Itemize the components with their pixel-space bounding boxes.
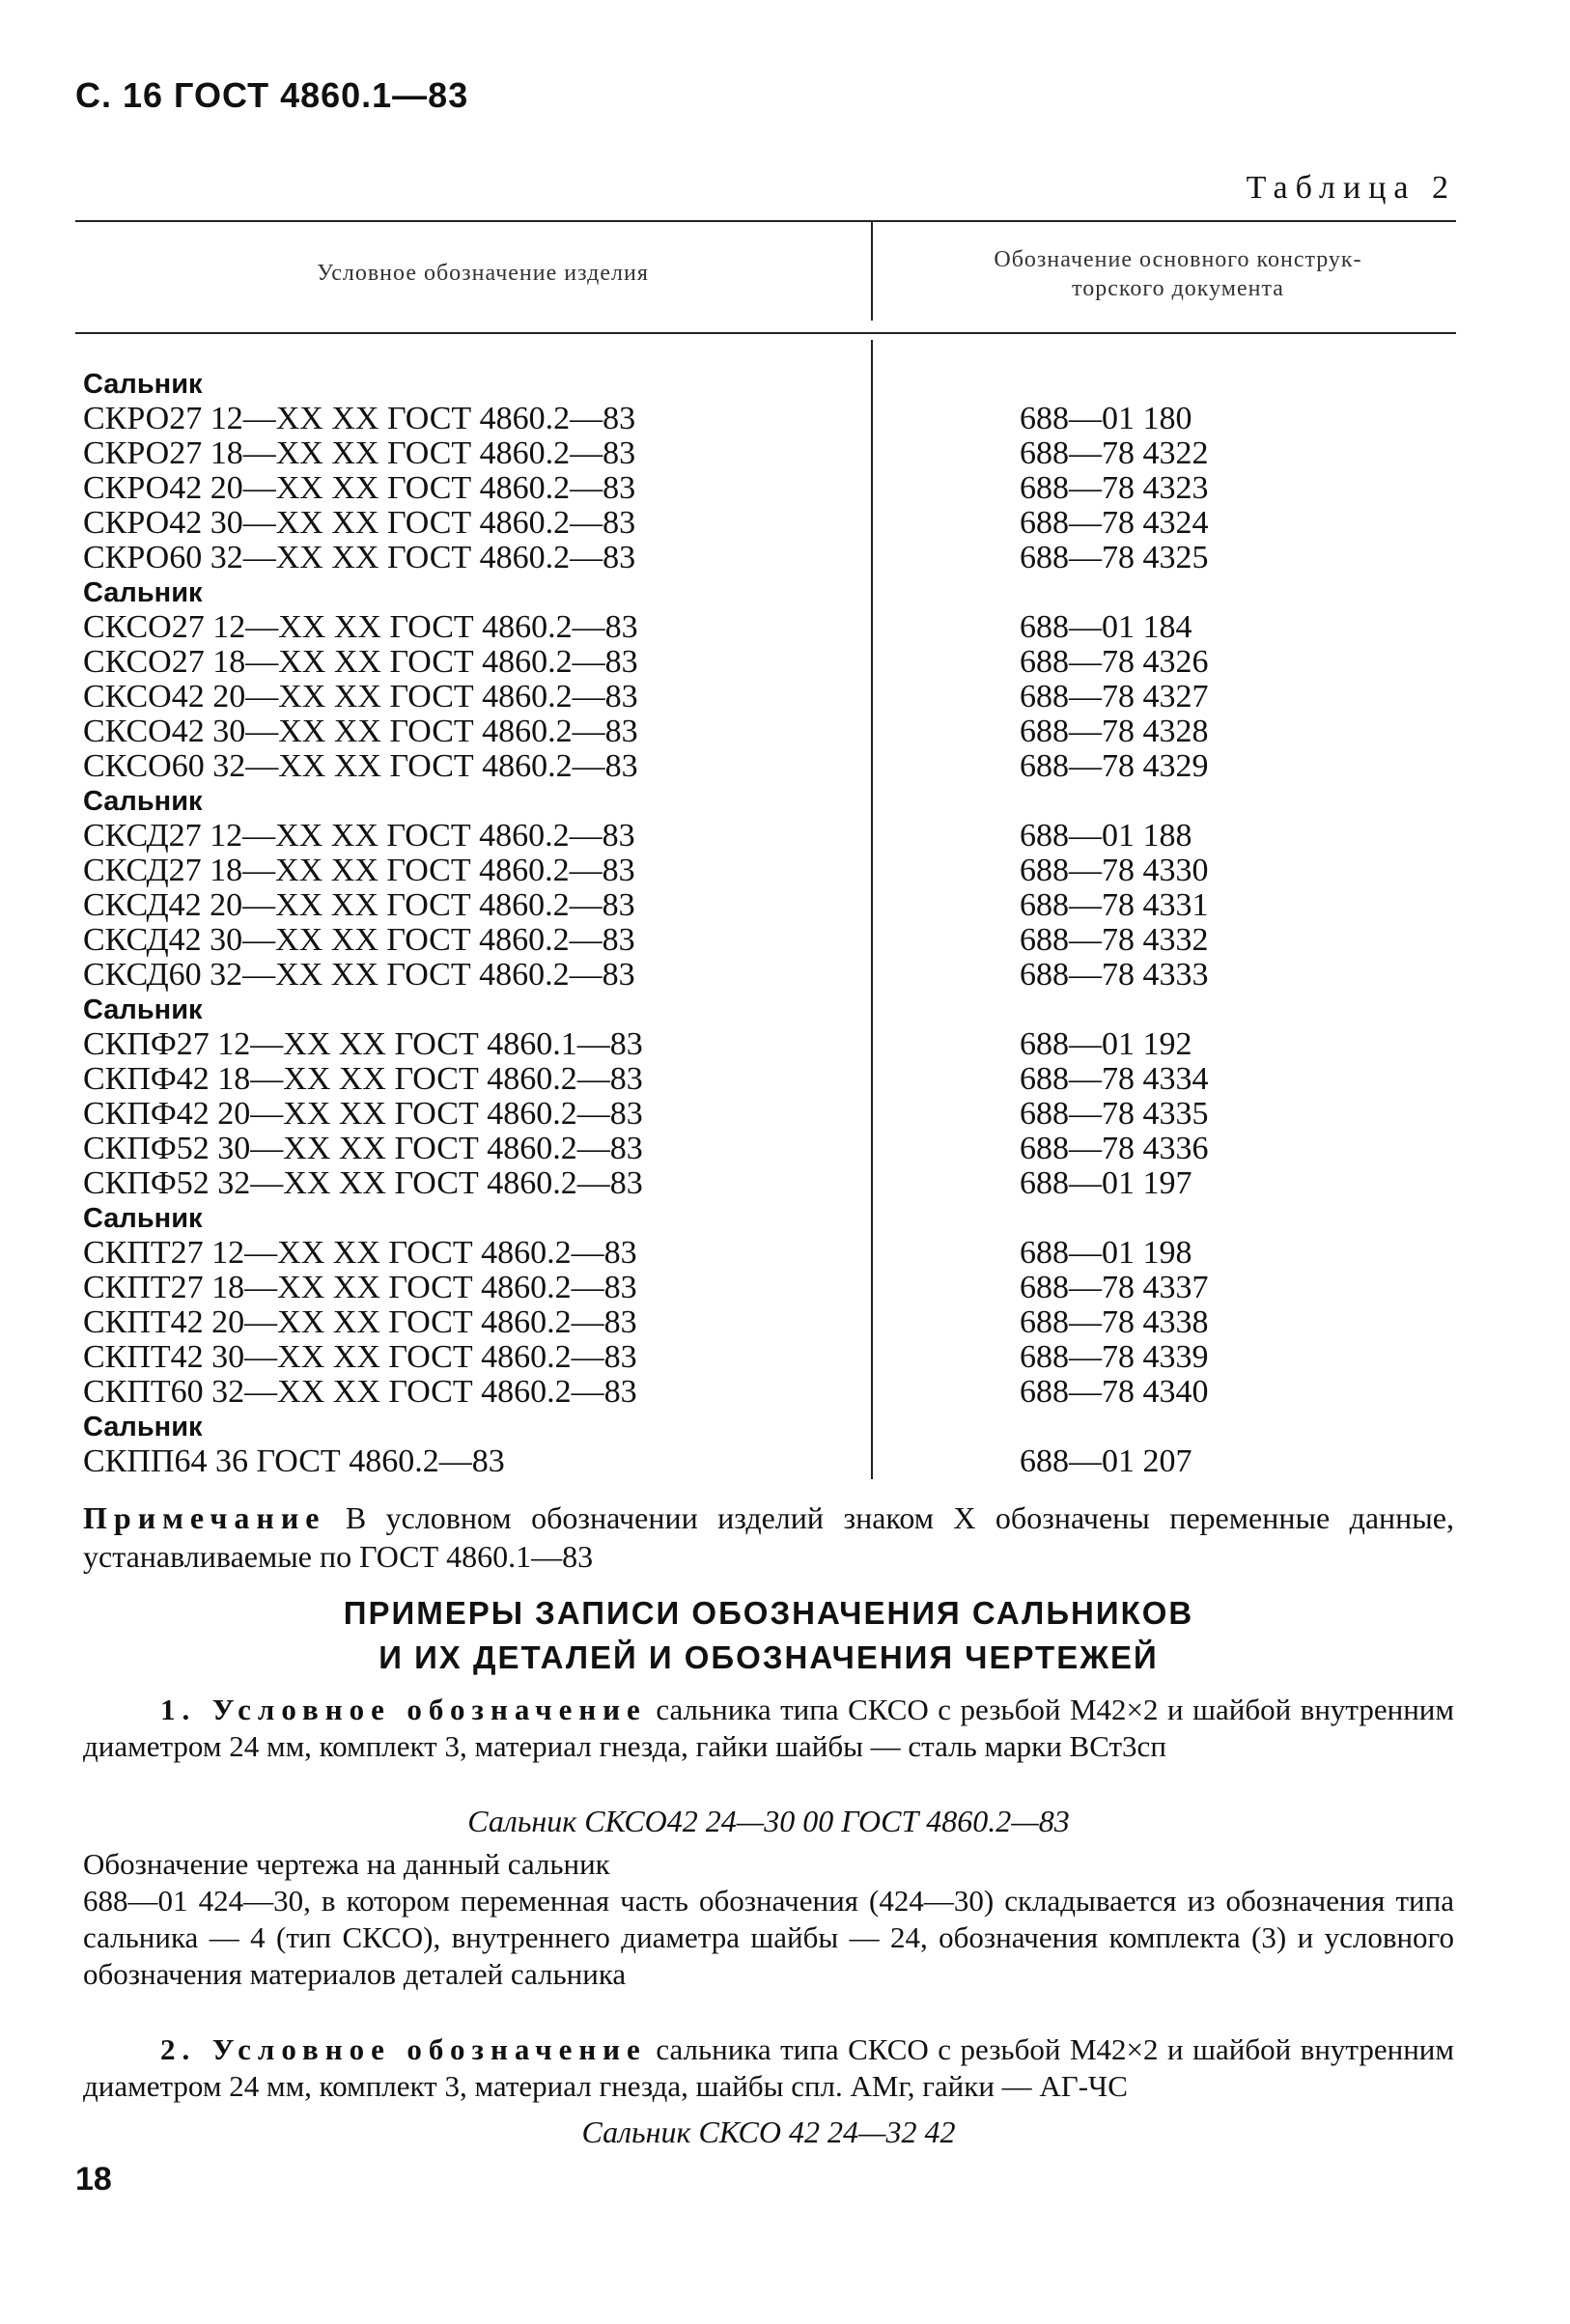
table-row bbox=[83, 1305, 1454, 1340]
product-designation: СКСО42 20—XX XX ГОСТ 4860.2—83 bbox=[83, 679, 638, 714]
document-designation: 688—01 188 bbox=[1020, 818, 1192, 854]
product-designation: СКРО42 30—XX XX ГОСТ 4860.2—83 bbox=[83, 505, 636, 541]
example1-paragraph bbox=[83, 1692, 1454, 1765]
document-designation: 688—78 4328 bbox=[1020, 714, 1209, 749]
document-designation: 688—78 4339 bbox=[1020, 1339, 1209, 1375]
table-row bbox=[83, 819, 1454, 854]
table-header-right bbox=[898, 245, 1458, 303]
table-row bbox=[83, 923, 1454, 958]
table-row bbox=[83, 1236, 1454, 1271]
table-group-row bbox=[83, 367, 1454, 402]
group-label: Сальник bbox=[83, 994, 203, 1025]
product-designation: СКСО60 32—XX XX ГОСТ 4860.2—83 bbox=[83, 748, 638, 784]
product-designation: СКСО42 30—XX XX ГОСТ 4860.2—83 bbox=[83, 714, 638, 749]
section-title-line2: И ИХ ДЕТАЛЕЙ И ОБОЗНАЧЕНИЯ ЧЕРТЕЖЕЙ bbox=[378, 1639, 1159, 1675]
table-top-rule bbox=[75, 220, 1456, 222]
product-designation: СКСО27 18—XX XX ГОСТ 4860.2—83 bbox=[83, 644, 638, 680]
table-row bbox=[83, 436, 1454, 471]
table-row bbox=[83, 402, 1454, 436]
product-designation: СКСО27 12—XX XX ГОСТ 4860.2—83 bbox=[83, 609, 638, 645]
document-designation: 688—78 4325 bbox=[1020, 540, 1209, 575]
table-row bbox=[83, 1340, 1454, 1375]
example2-paragraph bbox=[83, 2031, 1454, 2105]
note-text: В условном обозначении изделий знаком X обозначены переменные данные, устанавливаемые по ГОСТ 4860.1—83 bbox=[83, 1500, 1454, 1574]
section-title-line1: ПРИМЕРЫ ЗАПИСИ ОБОЗНАЧЕНИЯ САЛЬНИКОВ bbox=[343, 1595, 1194, 1631]
product-designation: СКПТ27 18—XX XX ГОСТ 4860.2—83 bbox=[83, 1270, 637, 1305]
table-note bbox=[83, 1498, 1454, 1576]
product-designation: СКСД27 18—XX XX ГОСТ 4860.2—83 bbox=[83, 853, 635, 888]
table-row bbox=[83, 645, 1454, 680]
table-row bbox=[83, 854, 1454, 888]
document-designation: 688—78 4326 bbox=[1020, 644, 1209, 680]
document-designation: 688—01 184 bbox=[1020, 609, 1192, 645]
table-row bbox=[83, 506, 1454, 541]
table-row bbox=[83, 1271, 1454, 1305]
table-row bbox=[83, 1097, 1454, 1132]
document-designation: 688—78 4338 bbox=[1020, 1304, 1209, 1340]
product-designation: СКСД42 20—XX XX ГОСТ 4860.2—83 bbox=[83, 887, 635, 923]
product-designation: СКПТ42 20—XX XX ГОСТ 4860.2—83 bbox=[83, 1304, 637, 1340]
table-header-right-line2: торского документа bbox=[1072, 276, 1284, 301]
table-row bbox=[83, 714, 1454, 749]
table-row bbox=[83, 610, 1454, 645]
product-designation: СКПТ60 32—XX XX ГОСТ 4860.2—83 bbox=[83, 1374, 637, 1410]
document-designation: 688—78 4332 bbox=[1020, 922, 1209, 958]
document-designation: 688—01 197 bbox=[1020, 1165, 1192, 1201]
product-designation: СКРО27 18—XX XX ГОСТ 4860.2—83 bbox=[83, 435, 636, 471]
table-row bbox=[83, 471, 1454, 506]
example2-formula: Сальник СКСО 42 24—32 42 bbox=[581, 2114, 956, 2149]
product-designation: СКСД60 32—XX XX ГОСТ 4860.2—83 bbox=[83, 957, 635, 993]
group-label: Сальник bbox=[83, 577, 203, 608]
table-header-right-line1: Обозначение основного конструк- bbox=[994, 247, 1362, 272]
document-designation: 688—78 4336 bbox=[1020, 1131, 1209, 1166]
example2-lead: 2. Условное обозначение bbox=[160, 2032, 647, 2066]
table-group-row bbox=[83, 784, 1454, 819]
table-group-row bbox=[83, 1201, 1454, 1236]
table-group-row bbox=[83, 1410, 1454, 1444]
example1-lead: 1. Условное обозначение bbox=[160, 1693, 647, 1726]
product-designation: СКПТ27 12—XX XX ГОСТ 4860.2—83 bbox=[83, 1235, 637, 1271]
group-label: Сальник bbox=[83, 369, 203, 400]
document-designation: 688—78 4340 bbox=[1020, 1374, 1209, 1410]
example1-text: сальника типа СКСО с резьбой М42×2 и шайбой внутренним диаметром 24 мм, комплект 3, материал гнезда, гайки шайбы — сталь марки ВСт3сп bbox=[83, 1693, 1454, 1763]
group-label: Сальник bbox=[83, 1203, 203, 1234]
document-designation: 688—01 192 bbox=[1020, 1026, 1192, 1062]
table-row bbox=[83, 1375, 1454, 1410]
product-designation: СКПФ27 12—XX XX ГОСТ 4860.1—83 bbox=[83, 1026, 643, 1062]
table-header-rule bbox=[75, 332, 1456, 334]
document-designation: 688—01 180 bbox=[1020, 401, 1192, 436]
table-row bbox=[83, 1027, 1454, 1062]
group-label: Сальник bbox=[83, 1412, 203, 1442]
example1-drawing-text-body: 688—01 424—30, в котором переменная часть обозначения (424—30) складывается из обозначения типа сальника — 4 (тип СКСО), внутреннего диаметра шайбы — 24, обозначения комплекта (3) и условного обозначения материалов деталей сальника bbox=[83, 1884, 1454, 1991]
document-designation: 688—78 4329 bbox=[1020, 748, 1209, 784]
product-designation: СКПТ42 30—XX XX ГОСТ 4860.2—83 bbox=[83, 1339, 637, 1375]
table-body bbox=[83, 367, 1454, 1479]
table-group-row bbox=[83, 993, 1454, 1027]
document-designation: 688—78 4322 bbox=[1020, 435, 1209, 471]
document-designation: 688—78 4337 bbox=[1020, 1270, 1209, 1305]
group-label: Сальник bbox=[83, 786, 203, 817]
page-number: 18 bbox=[75, 2161, 112, 2198]
product-designation: СКРО27 12—XX XX ГОСТ 4860.2—83 bbox=[83, 401, 636, 436]
product-designation: СКПФ42 20—XX XX ГОСТ 4860.2—83 bbox=[83, 1096, 643, 1132]
document-designation: 688—01 198 bbox=[1020, 1235, 1192, 1271]
example2-text: сальника типа СКСО с резьбой М42×2 и шайбой внутренним диаметром 24 мм, комплект 3, материал гнезда, шайбы спл. АМг, гайки — АГ-ЧС bbox=[83, 2032, 1454, 2103]
page-header: С. 16 ГОСТ 4860.1—83 bbox=[75, 75, 469, 115]
table-row bbox=[83, 680, 1454, 714]
table-row bbox=[83, 958, 1454, 993]
document-designation: 688—01 207 bbox=[1020, 1443, 1192, 1479]
document-designation: 688—78 4334 bbox=[1020, 1061, 1209, 1097]
example1-drawing-label: Обозначение чертежа на данный сальник bbox=[83, 1847, 610, 1881]
table-row bbox=[83, 541, 1454, 575]
table-caption: Таблица 2 bbox=[1246, 170, 1456, 206]
table-header-divider bbox=[871, 222, 873, 321]
product-designation: СКСД27 12—XX XX ГОСТ 4860.2—83 bbox=[83, 818, 635, 854]
document-designation: 688—78 4327 bbox=[1020, 679, 1209, 714]
product-designation: СКПФ52 30—XX XX ГОСТ 4860.2—83 bbox=[83, 1131, 643, 1166]
document-designation: 688—78 4331 bbox=[1020, 887, 1209, 923]
table-row bbox=[83, 1132, 1454, 1166]
product-designation: СКСД42 30—XX XX ГОСТ 4860.2—83 bbox=[83, 922, 635, 958]
table-header-left: Условное обозначение изделия bbox=[317, 261, 649, 286]
document-designation: 688—78 4333 bbox=[1020, 957, 1209, 993]
table-row bbox=[83, 1062, 1454, 1097]
product-designation: СКПП64 36 ГОСТ 4860.2—83 bbox=[83, 1443, 505, 1479]
product-designation: СКПФ42 18—XX XX ГОСТ 4860.2—83 bbox=[83, 1061, 643, 1097]
table-row bbox=[83, 1166, 1454, 1201]
document-designation: 688—78 4324 bbox=[1020, 505, 1209, 541]
document-designation: 688—78 4335 bbox=[1020, 1096, 1209, 1132]
product-designation: СКРО42 20—XX XX ГОСТ 4860.2—83 bbox=[83, 470, 636, 506]
document-designation: 688—78 4323 bbox=[1020, 470, 1209, 506]
section-title bbox=[83, 1591, 1454, 1680]
table-row bbox=[83, 1444, 1454, 1479]
table-row bbox=[83, 888, 1454, 923]
example1-drawing-text bbox=[83, 1883, 1454, 1993]
example1-formula: Сальник СКСО42 24—30 00 ГОСТ 4860.2—83 bbox=[467, 1804, 1070, 1838]
table-row bbox=[83, 749, 1454, 784]
document-designation: 688—78 4330 bbox=[1020, 853, 1209, 888]
note-label: Примечание bbox=[83, 1500, 326, 1535]
table-group-row bbox=[83, 575, 1454, 610]
product-designation: СКПФ52 32—XX XX ГОСТ 4860.2—83 bbox=[83, 1165, 643, 1201]
product-designation: СКРО60 32—XX XX ГОСТ 4860.2—83 bbox=[83, 540, 636, 575]
